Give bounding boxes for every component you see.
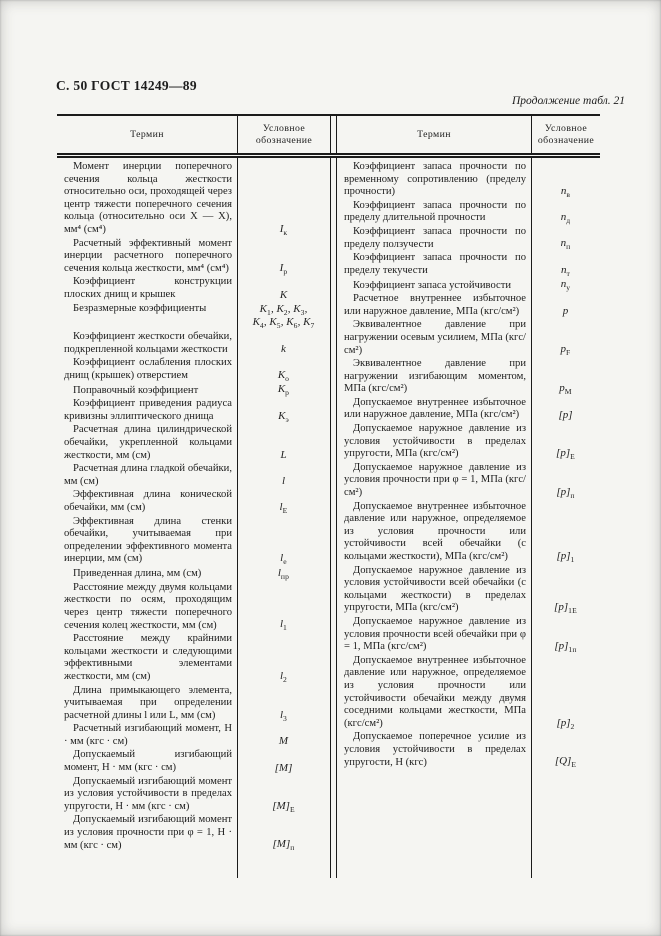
symbol-cell: l (281, 475, 286, 488)
table-row (57, 489, 330, 514)
term-cell: Коэффициент ослабления плоских днищ (крышек) отверстием (64, 357, 232, 381)
term-cell: Допускаемое наружное давление из условия прочности при φ = 1, МПа (кгс/см²) (344, 461, 526, 499)
table-row (337, 423, 600, 461)
table-row (57, 749, 330, 774)
table-left-half (57, 158, 330, 878)
term-cell: Расчетный изгибающий момент, Н · мм (кгс · см) (64, 723, 232, 747)
table-right-half (337, 158, 600, 878)
symbol-cell: $K_э$ (278, 409, 289, 424)
symbol-cell: $p_F$ (560, 343, 571, 358)
symbol-cell: K (279, 288, 288, 301)
term-cell: Безразмерные коэффициенты (73, 302, 207, 314)
table-row (57, 383, 330, 397)
middle-divider (330, 158, 337, 878)
symbol-cell: $I_к$ (279, 222, 288, 237)
term-cell: Допускаемое наружное давление из условия устойчивости всей обечайки (с кольцами жесткости) в пределах упругости, МПа (кгс/см²) (344, 564, 526, 614)
symbol-cell: $[p]_п$ (556, 485, 575, 501)
symbol-cell: $[M]_E$ (272, 799, 295, 814)
symbol-cell: $K_1$, $K_2$, $K_3$, $K_4$, $K_5$, $K_6$, $K_7$ (252, 302, 315, 331)
symbol-cell: $l_2$ (279, 669, 288, 684)
symbol-cell: $n_т$ (560, 263, 571, 278)
term-cell: Эквивалентное давление при нагружении изгибающим моментом, МПа (кгс/см²) (344, 358, 526, 395)
table-row (57, 814, 330, 852)
table-body (57, 158, 600, 878)
table-row (337, 397, 600, 422)
term-cell: Допускаемый изгибающий момент из условия прочности при φ = 1, Н · мм (кгс · см) (64, 814, 232, 851)
symbol-cell: $p_M$ (559, 382, 572, 397)
term-cell: Расчетное внутреннее избыточное или наружное давление, МПа (кгс/см²) (344, 293, 526, 317)
table-row (337, 358, 600, 396)
table-row (57, 357, 330, 382)
symbol-cell: $[p]_{1E}$ (554, 601, 577, 616)
term-cell: Допускаемый изгибающий момент, Н · мм (кгс · см) (64, 749, 232, 774)
table-row (57, 303, 330, 331)
symbol-cell: $n_в$ (560, 185, 571, 200)
symbol-cell: M (278, 735, 289, 748)
symbol-cell: $K_о$ (277, 368, 290, 383)
symbol-cell: $l_{пр}$ (277, 566, 290, 582)
middle-divider (330, 116, 337, 153)
table-row (337, 501, 600, 564)
term-cell: Расчетный эффективный момент инерции расчетного поперечного сечения кольца жесткости, мм⁴ (см⁴) (64, 237, 232, 274)
table-row (57, 238, 330, 276)
column-header-term-right: Термин (337, 116, 532, 153)
term-cell: Допускаемое поперечное усилие из условия устойчивости в пределах упругости, Н (кгс) (344, 731, 526, 768)
table-row (337, 293, 600, 318)
term-cell: Эквивалентное давление при нагружении осевым усилием, МПа (кгс/см²) (344, 319, 526, 356)
symbol-cell: $[Q]_E$ (554, 755, 577, 770)
symbol-cell: $[p]_{1п}$ (554, 639, 577, 655)
table-row (57, 516, 330, 566)
symbol-cell: $l_E$ (279, 500, 288, 515)
symbol-cell: [M] (274, 761, 293, 774)
term-cell: Допускаемое наружное давление из условия прочности всей обечайки при φ = 1, МПа (кгс/см²) (344, 615, 526, 653)
term-cell: Коэффициент запаса прочности по пределу ползучести (344, 225, 526, 250)
table-row (337, 161, 600, 199)
term-cell: Расчетная длина гладкой обечайки, мм (см) (64, 463, 232, 487)
table-row (57, 161, 330, 237)
table-row (57, 685, 330, 723)
symbol-cell: p (562, 305, 569, 318)
table-row (337, 200, 600, 225)
term-cell: Допускаемое внутреннее избыточное давление или наружное, определяемое из условия прочности или устойчивости всей обечайки (с кольцами жесткости), МПа (кгс/см²) (344, 500, 526, 562)
symbol-cell: $K_р$ (277, 383, 290, 398)
symbol-cell: $l_e$ (280, 552, 287, 567)
table-row (57, 463, 330, 488)
term-cell: Момент инерции поперечного сечения кольца жесткости относительно оси, проходящей через центр тяжести поперечного сечения кольца (относительно оси X — X), мм⁴ (см⁴) (64, 161, 232, 235)
symbol-cell: [p] (558, 409, 573, 422)
term-cell: Допускаемое внутреннее избыточное давление или наружное, определяемое из условия прочности или устойчивости обечайки между двумя соседними кольцами жесткости, МПа (кгс/см²) (344, 654, 526, 729)
table-header-row (57, 116, 600, 158)
table-row (337, 319, 600, 357)
table-row (337, 655, 600, 731)
symbol-cell: $n_д$ (560, 211, 571, 226)
term-cell: Поправочный коэффициент (73, 384, 199, 396)
table-row (57, 582, 330, 632)
column-divider-line (237, 158, 238, 878)
table-row (57, 776, 330, 814)
symbol-cell: k (281, 343, 286, 356)
term-cell: Коэффициент запаса прочности по пределу длительной прочности (344, 199, 526, 224)
term-cell: Коэффициент конструкции плоских днищ и крышек (64, 276, 232, 300)
table-row (337, 462, 600, 500)
term-cell: Эффективная длина конической обечайки, мм (см) (64, 489, 232, 513)
symbol-cell: $l_3$ (279, 708, 288, 723)
term-cell: Коэффициент запаса прочности по пределу текучести (344, 252, 526, 276)
symbol-cell: $[p]_2$ (556, 716, 575, 731)
table-row (337, 731, 600, 769)
table-row (57, 567, 330, 581)
term-cell: Коэффициент жесткости обечайки, подкрепленной кольцами жесткости (64, 331, 232, 355)
term-cell: Допускаемое внутреннее избыточное или наружное давление, МПа (кгс/см²) (344, 396, 526, 421)
symbol-cell: $n_п$ (560, 237, 571, 252)
terms-table (57, 114, 600, 878)
term-cell: Допускаемый изгибающий момент из условия устойчивости в пределах упругости, Н · мм (кгс · см) (64, 775, 232, 812)
table-row (57, 276, 330, 301)
table-row (337, 278, 600, 292)
symbol-cell: $[p]_E$ (556, 447, 575, 462)
column-header-term-left: Термин (57, 116, 238, 153)
symbol-cell: L (280, 449, 287, 462)
column-header-symbol-right: Условное обозначение (537, 123, 595, 146)
table-row (57, 424, 330, 462)
page-header: С. 50 ГОСТ 14249—89 (56, 78, 197, 93)
symbol-cell: $[p]_1$ (556, 549, 575, 564)
term-cell: Коэффициент приведения радиуса кривизны эллиптического днища (64, 398, 232, 422)
table-continuation-note: Продолжение табл. 21 (512, 95, 625, 107)
table-row (57, 331, 330, 356)
table-row (337, 252, 600, 277)
column-divider-line (531, 158, 532, 878)
table-row (337, 226, 600, 251)
term-cell: Эффективная длина стенки обечайки, учитываемая при определении эффективного момента инерции, мм (см) (64, 515, 232, 565)
term-cell: Коэффициент запаса устойчивости (353, 279, 512, 291)
term-cell: Расстояние между крайними кольцами жесткости и следующими эффективными элементами жесткости, мм (см) (64, 633, 232, 682)
table-row (57, 723, 330, 748)
symbol-cell: $n_у$ (560, 278, 571, 293)
term-cell: Расстояние между двумя кольцами жесткости по осям, проходящим через центр тяжести поперечного сечения колец жесткости, мм (см) (64, 581, 232, 631)
table-row (337, 565, 600, 615)
symbol-cell: $I_р$ (279, 261, 288, 276)
column-header-symbol-left: Условное обозначение (255, 123, 313, 146)
term-cell: Длина примыкающего элемента, учитываемая при определении расчетной длины l или L, мм (см) (64, 684, 232, 721)
term-cell: Расчетная длина цилиндрической обечайки, укрепленной кольцами жесткости, мм (см) (64, 424, 232, 461)
table-row (57, 398, 330, 423)
term-cell: Коэффициент запаса прочности по временному сопротивлению (пределу прочности) (344, 161, 526, 198)
table-row (337, 616, 600, 654)
symbol-cell: $l_1$ (279, 618, 288, 633)
symbol-cell: $[M]_п$ (272, 838, 295, 853)
term-cell: Допускаемое наружное давление из условия устойчивости в пределах упругости, МПа (кгс/см²) (344, 423, 526, 460)
table-row (57, 633, 330, 683)
term-cell: Приведенная длина, мм (см) (73, 568, 202, 580)
